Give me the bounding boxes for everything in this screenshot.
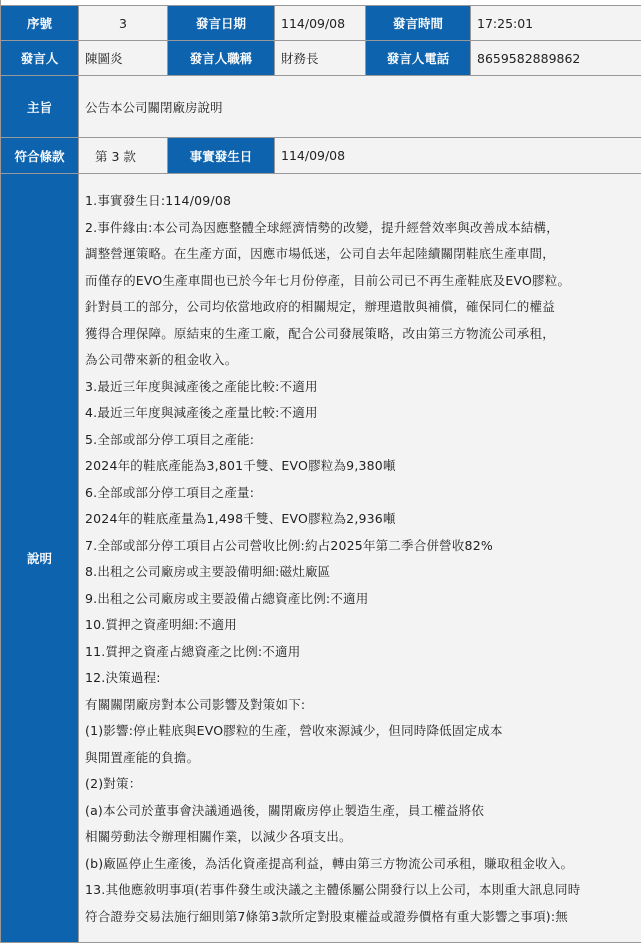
description-line: 符合證券交易法施行細則第7條第3款所定對股東權益或證券價格有重大影響之事項):無 — [85, 908, 568, 924]
description-body — [79, 174, 641, 943]
clause-label: 符合條款 — [1, 138, 79, 174]
subject-value: 公告本公司關閉廠房說明 — [79, 76, 641, 138]
speaker-phone-label: 發言人電話 — [366, 41, 471, 76]
speaker-title-value: 財務長 — [275, 41, 366, 76]
time-value: 17:25:01 — [471, 6, 641, 41]
row-description — [1, 174, 641, 943]
description-line: 6.全部或部分停工項目之產量: — [85, 484, 255, 500]
row-seq-date-time — [1, 6, 641, 41]
seq-value: 3 — [79, 6, 168, 41]
subject-label: 主旨 — [1, 76, 79, 138]
description-line: 12.決策過程: — [85, 670, 161, 685]
fact-date-label: 事實發生日 — [168, 138, 275, 174]
description-line: 而僅存的EVO生產車間也已於今年七月份停產，目前公司已不再生產鞋底及EVO膠粒。 — [85, 272, 571, 288]
description-line: 10.質押之資產明細:不適用 — [85, 617, 237, 632]
description-line: 有關關閉廠房對本公司影響及對策如下: — [85, 696, 306, 712]
description-line: 8.出租之公司廠房或主要設備明細:磁灶廠區 — [85, 564, 331, 579]
date-value: 114/09/08 — [275, 6, 366, 41]
description-line: 13.其他應敘明事項(若事件發生或決議之主體係屬公開發行以上公司，本則重大訊息同時 — [85, 882, 581, 897]
fact-date-value: 114/09/08 — [275, 138, 641, 174]
seq-label: 序號 — [1, 6, 79, 41]
description-lines — [85, 188, 637, 930]
clause-value: 第 3 款 — [79, 138, 168, 174]
description-line: 獲得合理保障。原結束的生產工廠，配合公司發展策略，改由第三方物流公司承租， — [85, 325, 555, 341]
description-line: 7.全部或部分停工項目占公司營收比例:約占2025年第二季合併營收82% — [85, 537, 493, 553]
description-line: 2024年的鞋底產量為1,498千雙、EVO膠粒為2,936噸 — [85, 511, 396, 526]
description-line: 針對員工的部分，公司均依當地政府的相關規定，辦理遣散與補償，確保同仁的權益 — [85, 299, 555, 314]
speaker-value: 陳圖炎 — [79, 41, 168, 76]
speaker-phone-value: 8659582889862 — [471, 41, 641, 76]
description-line: 2.事件緣由:本公司為因應整體全球經濟情勢的改變，提升經營效率與改善成本結構， — [85, 219, 559, 235]
speaker-title-label: 發言人職稱 — [168, 41, 275, 76]
speaker-label: 發言人 — [1, 41, 79, 76]
row-speaker — [1, 41, 641, 76]
description-line: (2)對策： — [85, 776, 142, 791]
date-label: 發言日期 — [168, 6, 275, 41]
description-line: (1)影響:停止鞋底與EVO膠粒的生產，營收來源減少，但同時降低固定成本 — [85, 723, 503, 738]
description-label: 說明 — [1, 174, 79, 943]
row-clause — [1, 138, 641, 174]
row-subject — [1, 76, 641, 138]
description-line: 5.全部或部分停工項目之產能: — [85, 431, 255, 447]
description-line: 相關勞動法令辦理相關作業，以減少各項支出。 — [85, 829, 352, 844]
time-label: 發言時間 — [366, 6, 471, 41]
description-line: 1.事實發生日:114/09/08 — [85, 193, 232, 208]
description-line: (a)本公司於董事會決議通過後，關閉廠房停止製造生產，員工權益將依 — [85, 802, 485, 818]
description-line: 3.最近三年度與減產後之產能比較:不適用 — [85, 378, 318, 394]
description-line: 與閒置產能的負擔。 — [85, 749, 200, 765]
description-line: (b)廠區停止生產後，為活化資產提高利益，轉由第三方物流公司承租，賺取租金收入。 — [85, 855, 574, 871]
description-line: 11.質押之資產占總資產之比例:不適用 — [85, 643, 301, 659]
description-line: 9.出租之公司廠房或主要設備占總資產比例:不適用 — [85, 590, 369, 606]
description-line: 4.最近三年度與減產後之產量比較:不適用 — [85, 405, 318, 420]
description-line: 2024年的鞋底產能為3,801千雙、EVO膠粒為9,380噸 — [85, 458, 396, 473]
description-line: 為公司帶來新的租金收入。 — [85, 352, 238, 367]
description-line: 調整營運策略。在生產方面，因應市場低迷，公司自去年起陸續關閉鞋底生產車間， — [85, 246, 555, 261]
